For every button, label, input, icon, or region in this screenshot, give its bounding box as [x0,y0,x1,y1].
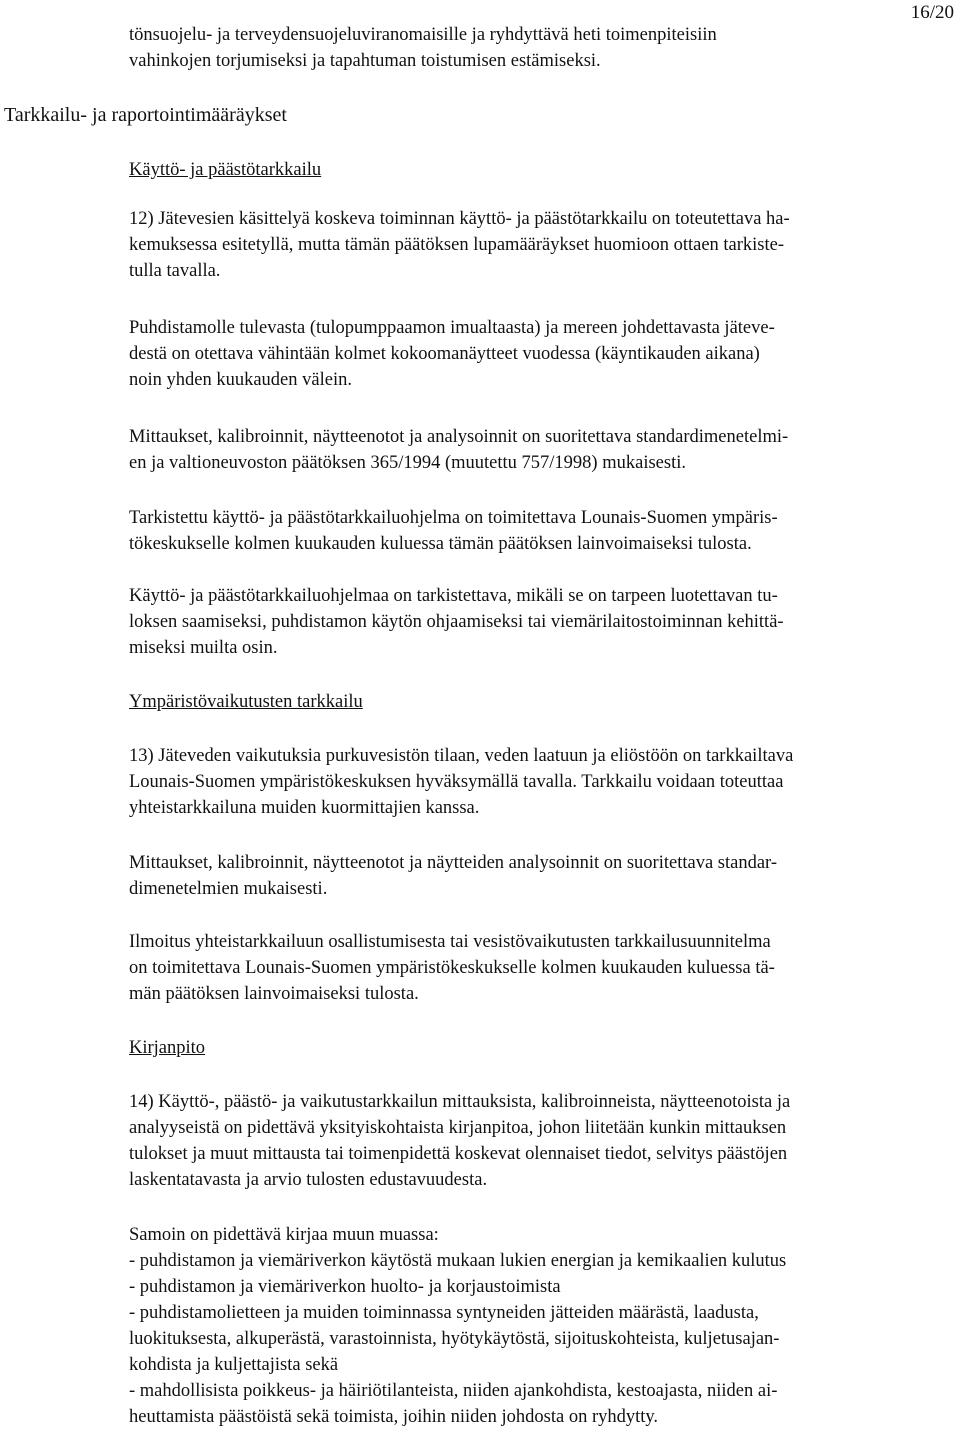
list-item-continuation: heuttamista päästöistä sekä toimista, joihin niiden johdosta on ryhdytty. [129,1407,659,1427]
text-line: män päätöksen lainvoimaiseksi tulosta. [129,984,419,1004]
section-heading: Käyttö- ja päästötarkkailu [129,160,322,180]
text-line: dimenetelmien mukaisesti. [129,879,328,899]
text-line: tulla tavalla. [129,261,221,281]
paragraph [129,1222,954,1430]
text-line: Ilmoitus yhteistarkkailuun osallistumisesta tai vesistövaikutusten tarkkailusuunnitelma [129,932,771,952]
text-line: Käyttö- ja päästötarkkailuohjelmaa on tarkistettava, mikäli se on tarpeen luotettavan tu- [129,586,778,606]
text-line: 14) Käyttö-, päästö- ja vaikutustarkkailun mittauksista, kalibroinneista, näytteenotoista ja [129,1092,791,1112]
paragraph [129,505,954,557]
main-heading: Tarkkailu- ja raportointimääräykset [4,104,287,126]
text-line: analyyseistä on pidettävä yksityiskohtaista kirjanpitoa, johon liitetään kunkin mittauksen [129,1118,787,1138]
text-line: Samoin on pidettävä kirjaa muun muassa: [129,1225,439,1245]
text-line: 13) Jäteveden vaikutuksia purkuvesistön tilaan, veden laatuun ja eliöstöön on tarkkailtava [129,746,794,766]
text-line: Tarkistettu käyttö- ja päästötarkkailuohjelma on toimitettava Lounais-Suomen ympäris- [129,508,778,528]
list-item: - puhdistamolietteen ja muiden toiminnassa syntyneiden jätteiden määrästä, laadusta, [129,1303,759,1323]
list-item: - puhdistamon ja viemäriverkon huolto- ja korjaustoimista [129,1277,561,1297]
text-line: on toimitettava Lounais-Suomen ympäristökeskukselle kolmen kuukauden kuluessa tä- [129,958,775,978]
text-line: kemuksessa esitetyllä, mutta tämän päätöksen lupamääräykset huomioon ottaen tarkiste- [129,235,785,255]
text-line: yhteistarkkailuna muiden kuormittajien kanssa. [129,798,480,818]
text-line: destä on otettava vähintään kolmet kokoomanäytteet vuodessa (käyntikauden aikana) [129,344,760,364]
list-item: - puhdistamon ja viemäriverkon käytöstä mukaan lukien energian ja kemikaalien kulutus [129,1251,787,1271]
paragraph [129,583,954,661]
list-item-continuation: kohdista ja kuljettajista sekä [129,1355,339,1375]
paragraph [129,315,954,393]
section-heading: Ympäristövaikutusten tarkkailu [129,692,363,712]
list-item-continuation: luokituksesta, alkuperästä, varastoinnista, hyötykäytöstä, sijoituskohteista, kuljetusajan- [129,1329,780,1349]
text-line: Mittaukset, kalibroinnit, näytteenotot ja näytteiden analysoinnit on suoritettava standar- [129,853,777,873]
page-number: 16/20 [910,2,954,23]
text-line: en ja valtioneuvoston päätöksen 365/1994 (muutettu 757/1998) mukaisesti. [129,453,686,473]
text-line: tulokset ja muut mittausta tai toimenpidettä koskevat olennaiset tiedot, selvitys päästöjen [129,1144,788,1164]
text-line: noin yhden kuukauden välein. [129,370,352,390]
paragraph [129,743,954,821]
list-item: - mahdollisista poikkeus- ja häiriötilanteista, niiden ajankohdista, kestoajasta, niiden ai- [129,1381,778,1401]
text-line: 12) Jätevesien käsittelyä koskeva toiminnan käyttö- ja päästötarkkailu on toteutettava ha- [129,209,790,229]
text-line: laskentatavasta ja arvio tulosten edustavuudesta. [129,1170,488,1190]
paragraph [129,850,954,902]
text-line: Mittaukset, kalibroinnit, näytteenotot ja analysoinnit on suoritettava standardimenetelmi- [129,427,789,447]
text-line: Lounais-Suomen ympäristökeskuksen hyväksymällä tavalla. Tarkkailu voidaan toteuttaa [129,772,784,792]
paragraph [129,1089,954,1193]
intro-paragraph [129,22,954,74]
section-heading: Kirjanpito [129,1038,206,1058]
text-line: miseksi muilta osin. [129,638,278,658]
paragraph [129,424,954,476]
text-line: Puhdistamolle tulevasta (tulopumppaamon imualtaasta) ja mereen johdettavasta jäteve- [129,318,775,338]
text-line: tökeskukselle kolmen kuukauden kuluessa tämän päätöksen lainvoimaiseksi tulosta. [129,534,752,554]
text-line: tönsuojelu- ja terveydensuojeluviranomaisille ja ryhdyttävä heti toimenpiteisiin [129,25,717,45]
text-line: vahinkojen torjumiseksi ja tapahtuman toistumisen estämiseksi. [129,51,601,71]
paragraph [129,206,954,284]
text-line: loksen saamiseksi, puhdistamon käytön ohjaamiseksi tai viemärilaitostoiminnan kehittä- [129,612,784,632]
paragraph [129,929,954,1007]
